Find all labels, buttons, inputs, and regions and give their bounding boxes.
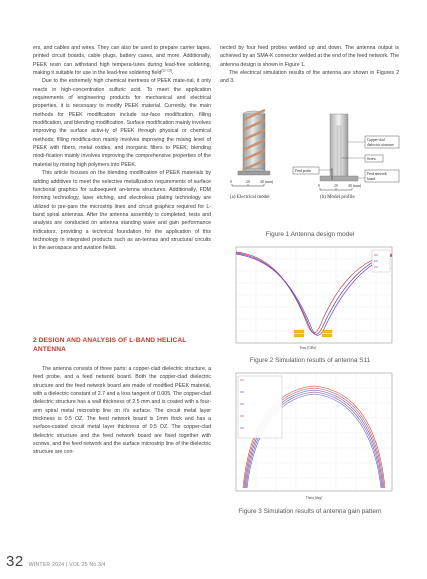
left-paragraph-3: This article focuses on the blending modification of PEEK materials by adding additives to meet the selective metallization requirements of surface functional graphics for subsequent an-tenna structures. Additionally, FDM forming technology, laser etching, and electroless plating technology are utilized to pre-pare the microstrip lines and circuit graphics required for L-band spiral antennas. After the antenna assembly is completed, tests and analysis are conducted on antenna standing wave and gain performance indicators, providing a technical foundation for the application of this technology in integrated products such as an-tennas and structural circuits in the aerospace and aviation fields.	[33, 170, 211, 252]
figure-2	[222, 244, 400, 352]
svg-text:40 (mm): 40 (mm)	[260, 180, 274, 184]
figure-2-caption: Figure 2 Simulation results of antenna S11	[249, 357, 371, 364]
svg-text:20: 20	[334, 184, 338, 188]
scale-bar-b	[318, 184, 362, 190]
s11-chart	[222, 244, 400, 352]
page-number: 32	[6, 553, 24, 570]
model-profile-label: (b) Model profile	[320, 195, 355, 200]
svg-text:Feed network: Feed network	[367, 172, 387, 176]
gain-legend	[238, 376, 282, 438]
electrical-model	[230, 110, 274, 200]
svg-text:Copper-clad: Copper-clad	[367, 138, 385, 142]
electrical-model-label: (a) Electrical model	[230, 195, 270, 200]
scale-bar-a	[230, 180, 274, 186]
left-paragraph-2: Due to the extremely high chemical inertness of PEEK mate-rial, it only reacts in high-concentration sulfuric acid. To meet the application requirements of engineering products for mechanical and electrical properties, it is necessary to modify PEEK material. Currently, the main methods for PEEK modification include sur-face modification, filling modification, and blending modification. Surface modification mainly involves improving the surface activi-ty of PEEK through physical or chemical methods; filling modifica-tion mainly involves improving the mixing level of PEEK with fibers, metal oxides, and inorganic fillers to PEEK; blending modi-fication mainly involves improving the comprehensive properties of the material by mixing high polymers into PEEK.	[33, 78, 212, 168]
figure-1	[220, 106, 400, 206]
issue-info: WINTER 2024 | VOL 25 No.3/4	[28, 562, 106, 568]
callout-feed-network	[358, 170, 399, 182]
svg-text:board: board	[367, 177, 376, 181]
callout-feed-probe	[293, 167, 332, 174]
left-column	[33, 44, 211, 253]
left-paragraph-4: The antenna consists of three parts: a copper-clad dielectric structure, a feed probe, and a feed network board. Both the copper-clad dielectric structure and the feed network board are made of modified PEEK material, with a dielectric constant of 2.7 and a loss tangent of 0.005. The copper-clad dielectric structure has a wall thickness of 2.5 mm and is coated with a four-arm spiral metal microstrip line on it's surface. The circuit metal layer thickness is 0.5 OZ. The feed network board is 1mm thick and has a surface-coated circuit metal layer thickness of 0.5 OZ. The copper-clad dielectric structure and the feed network board are fixed together with screws, and the feed network and the surface microstrip line of the dielectric structure are con-	[33, 366, 211, 456]
right-paragraph-2: The electrical simulation results of the antenna are shown in Figures 2 and 3.	[220, 70, 399, 85]
svg-text:20: 20	[246, 180, 250, 184]
left-paragraph-1: ers, and cables and wires. They can also be used to prepare carrier tapes, printed circuit boards, cable plugs, battery cases, and more. Additionally, PEEK resin can withstand high tempera-tures during lead-free soldering, making it suitable for use in the lead-free soldering field[11-13].	[33, 45, 211, 77]
model-profile	[293, 114, 399, 200]
svg-text:dielectric structure: dielectric structure	[367, 143, 394, 147]
citation: [11-13]	[161, 68, 172, 73]
gain-pattern-chart	[222, 370, 400, 502]
figure-3-caption: Figure 3 Simulation results of antenna gain pattern	[238, 508, 382, 515]
right-paragraph-1: nected by four feed probes welded up and down. The antenna output is achieved by an SMA-K connector welded at the end of the feed network. The antenna design is shown in Figure 1.	[220, 45, 399, 68]
svg-text:Feed probe: Feed probe	[295, 169, 312, 173]
svg-text:Screw: Screw	[367, 157, 376, 161]
figure-3	[222, 370, 400, 502]
svg-text:40 (mm): 40 (mm)	[348, 184, 362, 188]
svg-text:0: 0	[318, 184, 320, 188]
svg-text:0: 0	[230, 180, 232, 184]
figure-1-caption: Figure 1 Antenna design model	[265, 231, 355, 238]
s11-xlabel: Freq [GHz]	[299, 346, 317, 350]
left-column-lower	[33, 365, 211, 457]
callout-copper	[348, 136, 399, 148]
section-heading: 2 DESIGN AND ANALYSIS OF L-BAND HELICAL ANTENNA	[33, 337, 187, 354]
gain-xlabel: Theta [deg]	[305, 496, 323, 500]
right-column	[220, 44, 399, 86]
page-footer	[6, 553, 106, 573]
antenna-design-figure	[220, 106, 400, 206]
